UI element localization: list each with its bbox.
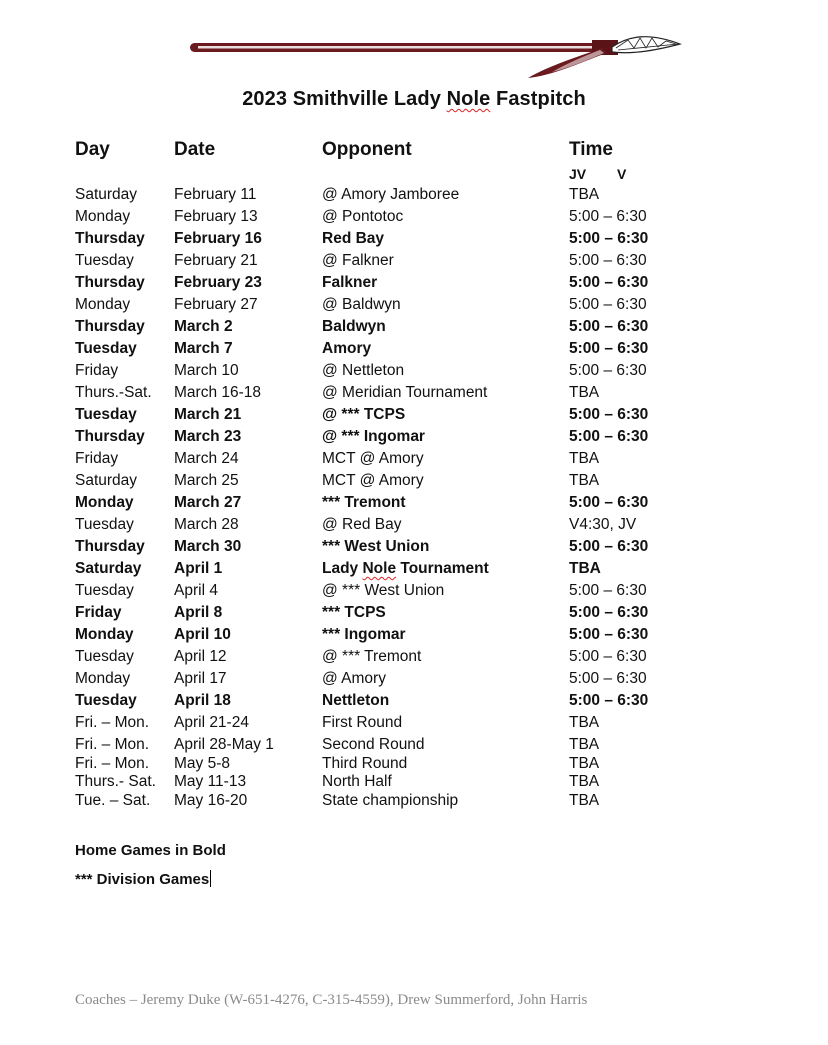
row-time: TBA	[569, 384, 600, 401]
row-time: 5:00 – 6:30	[569, 340, 649, 357]
row-day: Thursday	[75, 230, 145, 247]
table-row	[0, 382, 828, 404]
table-row	[0, 646, 828, 668]
row-opponent: @ Pontotoc	[322, 208, 404, 225]
row-date: February 11	[174, 186, 257, 203]
row-opponent: @ Meridian Tournament	[322, 384, 488, 401]
row-day: Saturday	[75, 186, 138, 203]
row-day: Thursday	[75, 318, 145, 335]
page-title: 2023 Smithville Lady Nole Fastpitch	[242, 88, 586, 110]
row-time: TBA	[569, 472, 600, 489]
row-day: Friday	[75, 450, 119, 467]
row-opponent: @ *** West Union	[322, 582, 445, 599]
row-day: Saturday	[75, 560, 142, 577]
row-date: April 8	[174, 604, 223, 621]
row-date: February 16	[174, 230, 262, 247]
row-time: 5:00 – 6:30	[569, 406, 649, 423]
row-date: April 12	[174, 648, 227, 665]
row-day: Fri. – Mon.	[75, 754, 150, 772]
row-time: TBA	[569, 186, 600, 203]
table-row	[0, 580, 828, 602]
row-time: 5:00 – 6:30	[569, 582, 647, 599]
row-day: Fri. – Mon.	[75, 714, 150, 731]
row-day: Tuesday	[75, 252, 134, 269]
row-day: Thursday	[75, 538, 145, 555]
row-time: 5:00 – 6:30	[569, 252, 647, 269]
row-time: 5:00 – 6:30	[569, 428, 649, 445]
row-time: 5:00 – 6:30	[569, 538, 649, 555]
row-day: Tue. – Sat.	[75, 791, 151, 809]
row-date: April 4	[174, 582, 218, 599]
row-opponent: Lady Nole Tournament	[322, 560, 489, 577]
row-date: April 18	[174, 692, 231, 709]
table-row	[0, 602, 828, 624]
row-day: Thurs.-Sat.	[75, 384, 152, 401]
row-date: March 24	[174, 450, 239, 467]
table-row	[0, 753, 828, 772]
row-time: TBA	[569, 714, 600, 731]
table-row	[0, 184, 828, 206]
coaches-footer: Coaches – Jeremy Duke (W-651-4276, C-315-4559), Drew Summerford, John Harris	[75, 992, 588, 1008]
row-date: May 11-13	[174, 773, 247, 791]
row-time: TBA	[569, 560, 601, 577]
table-row	[0, 404, 828, 426]
table-row	[0, 668, 828, 690]
row-date: April 1	[174, 560, 223, 577]
row-date: March 2	[174, 318, 233, 335]
row-time: TBA	[569, 791, 600, 809]
row-day: Monday	[75, 494, 134, 511]
row-date: March 25	[174, 472, 239, 489]
table-row	[0, 470, 828, 492]
row-opponent: MCT @ Amory	[322, 472, 424, 489]
row-time: 5:00 – 6:30	[569, 296, 647, 313]
row-day: Saturday	[75, 472, 138, 489]
table-row	[0, 771, 828, 790]
row-opponent: *** TCPS	[322, 604, 386, 621]
row-time: 5:00 – 6:30	[569, 494, 649, 511]
row-day: Thursday	[75, 274, 145, 291]
legend-home-games: Home Games in Bold	[75, 842, 226, 859]
table-row	[0, 712, 828, 734]
row-opponent: @ Amory	[322, 670, 386, 687]
row-date: March 23	[174, 428, 242, 445]
table-row	[0, 206, 828, 228]
row-date: April 28-May 1	[174, 736, 274, 753]
row-day: Monday	[75, 626, 134, 643]
table-row	[0, 294, 828, 316]
row-time: TBA	[569, 450, 600, 467]
row-day: Monday	[75, 208, 131, 225]
header-date: Date	[174, 139, 216, 160]
row-opponent: Second Round	[322, 736, 425, 753]
row-opponent: MCT @ Amory	[322, 450, 424, 467]
table-row	[0, 360, 828, 382]
row-date: April 21-24	[174, 714, 249, 731]
table-row	[0, 272, 828, 294]
row-opponent: @ Falkner	[322, 252, 394, 269]
row-date: April 10	[174, 626, 231, 643]
row-time: 5:00 – 6:30	[569, 318, 649, 335]
row-opponent: @ Amory Jamboree	[322, 186, 460, 203]
row-opponent: @ *** Tremont	[322, 648, 422, 665]
text-cursor	[210, 870, 211, 887]
row-date: March 28	[174, 516, 239, 533]
row-time: 5:00 – 6:30	[569, 692, 649, 709]
table-row	[0, 426, 828, 448]
row-opponent: *** Tremont	[322, 494, 406, 511]
row-day: Friday	[75, 604, 122, 621]
row-date: March 16-18	[174, 384, 262, 401]
row-day: Monday	[75, 296, 131, 313]
header-v: V	[617, 166, 627, 182]
row-date: February 23	[174, 274, 262, 291]
table-row	[0, 316, 828, 338]
row-date: February 27	[174, 296, 258, 313]
row-opponent: @ Red Bay	[322, 516, 402, 533]
row-opponent: @ Baldwyn	[322, 296, 401, 313]
row-opponent: North Half	[322, 773, 392, 791]
row-day: Thursday	[75, 428, 145, 445]
table-row	[0, 492, 828, 514]
row-day: Friday	[75, 362, 119, 379]
row-time: 5:00 – 6:30	[569, 648, 647, 665]
row-opponent: @ *** TCPS	[322, 406, 406, 423]
table-row	[0, 514, 828, 536]
row-day: Tuesday	[75, 582, 134, 599]
row-time: 5:00 – 6:30	[569, 274, 649, 291]
header-jv: JV	[569, 166, 587, 182]
row-day: Tuesday	[75, 406, 137, 423]
row-opponent: Baldwyn	[322, 318, 386, 335]
row-date: May 16-20	[174, 791, 248, 809]
row-date: March 7	[174, 340, 233, 357]
row-day: Fri. – Mon.	[75, 736, 150, 753]
row-opponent: @ *** Ingomar	[322, 428, 425, 445]
table-row	[0, 228, 828, 250]
row-time: 5:00 – 6:30	[569, 230, 649, 247]
spear-logo-icon	[188, 26, 684, 82]
row-day: Tuesday	[75, 692, 137, 709]
row-date: March 30	[174, 538, 242, 555]
table-row	[0, 734, 828, 753]
header-time: Time	[569, 139, 614, 160]
header-day: Day	[75, 139, 110, 160]
row-opponent: *** Ingomar	[322, 626, 406, 643]
table-row	[0, 690, 828, 712]
row-date: February 13	[174, 208, 258, 225]
row-opponent: Third Round	[322, 754, 408, 772]
row-time: TBA	[569, 736, 600, 753]
row-date: February 21	[174, 252, 258, 269]
row-time: 5:00 – 6:30	[569, 362, 647, 379]
row-date: May 5-8	[174, 754, 230, 772]
row-opponent: Nettleton	[322, 692, 390, 709]
row-opponent: Falkner	[322, 274, 378, 291]
header-opponent: Opponent	[322, 139, 412, 160]
row-opponent: State championship	[322, 791, 459, 809]
table-row	[0, 624, 828, 646]
row-time: 5:00 – 6:30	[569, 604, 649, 621]
row-day: Tuesday	[75, 648, 134, 665]
row-date: April 17	[174, 670, 227, 687]
table-row	[0, 250, 828, 272]
row-opponent: @ Nettleton	[322, 362, 405, 379]
table-row	[0, 448, 828, 470]
row-opponent: Amory	[322, 340, 372, 357]
row-time: TBA	[569, 754, 600, 772]
table-row	[0, 536, 828, 558]
row-day: Tuesday	[75, 340, 137, 357]
row-time: TBA	[569, 773, 600, 791]
legend-division-games: *** Division Games	[75, 871, 210, 888]
row-time: 5:00 – 6:30	[569, 208, 647, 225]
table-row	[0, 790, 828, 809]
row-day: Thurs.- Sat.	[75, 773, 156, 791]
row-time: V4:30, JV	[569, 516, 637, 533]
row-time: 5:00 – 6:30	[569, 670, 647, 687]
table-row	[0, 338, 828, 360]
row-opponent: Red Bay	[322, 230, 385, 247]
row-opponent: First Round	[322, 714, 403, 731]
row-date: March 21	[174, 406, 242, 423]
schedule-table	[0, 184, 828, 808]
row-date: March 10	[174, 362, 239, 379]
row-day: Tuesday	[75, 516, 134, 533]
table-row	[0, 558, 828, 580]
row-time: 5:00 – 6:30	[569, 626, 649, 643]
row-opponent: *** West Union	[322, 538, 430, 555]
row-day: Monday	[75, 670, 131, 687]
row-date: March 27	[174, 494, 242, 511]
